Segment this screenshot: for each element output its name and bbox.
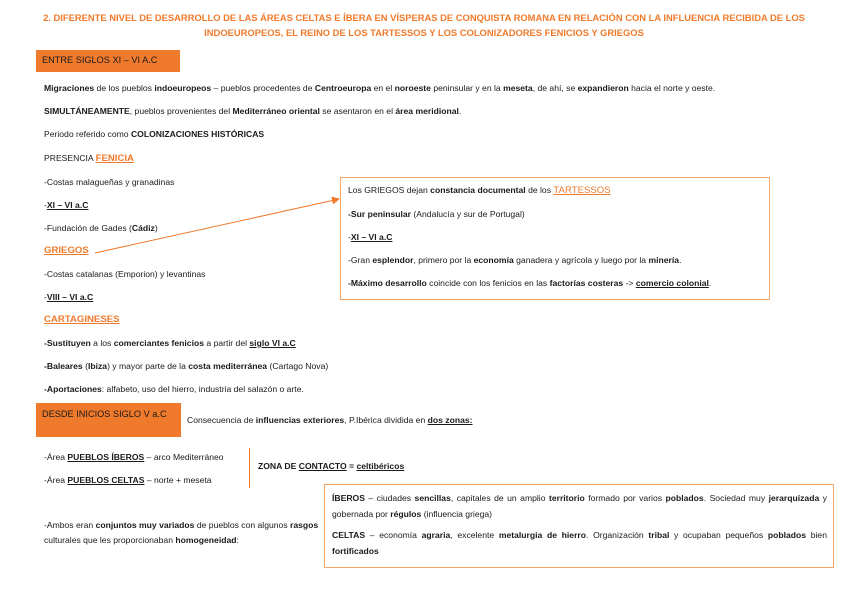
griegos-heading: GRIEGOS bbox=[44, 245, 89, 256]
simultaneamente-paragraph: SIMULTÁNEAMENTE, pueblos provenientes del Mediterráneo oriental se asentaron en el área meridional. bbox=[44, 106, 462, 116]
cartagineses-line-2: -Baleares (Ibiza) y mayor parte de la costa mediterránea (Cartago Nova) bbox=[44, 361, 329, 371]
section-heading-text: DESDE INICIOS SIGLO V a.C bbox=[42, 409, 167, 419]
tartessos-box bbox=[340, 177, 770, 300]
fenicia-siglo: -XI – VI a.C bbox=[44, 200, 89, 210]
section-heading-text: ENTRE SIGLOS XI – VI A.C bbox=[42, 55, 158, 66]
page-title: 2. DIFERENTE NIVEL DE DESARROLLO DE LAS ÁREAS CELTAS E ÍBERA EN VÍSPERAS DE CONQUISTA ROMANA EN RELACIÓN CON LA INFLUENCIA RECIBIDA DE LOS INDOEUROPEOS, EL REINO DE LOS TARTESSOS Y LOS COLONIZADORES FENICIOS Y GRIEGOS bbox=[43, 12, 805, 38]
ambos-paragraph: -Ambos eran conjuntos muy variados de pueblos con algunos rasgos culturales que les proporcionaban homogeneidad: bbox=[44, 520, 319, 545]
periodo-paragraph: Periodo referido como COLONIZACIONES HISTÓRICAS bbox=[44, 129, 265, 139]
celtas-description: CELTAS – economía agraria, excelente metalurgia de hierro. Organización tribal y ocupaban pequeños poblados bien fortificados bbox=[332, 530, 827, 556]
griegos-siglo: -VIII – VI a.C bbox=[44, 292, 94, 302]
fenicia-label: FENICIA bbox=[95, 153, 134, 164]
tartessos-label: TARTESSOS bbox=[553, 185, 611, 196]
zona-contacto: ZONA DE CONTACTO = celtibéricos bbox=[258, 461, 405, 471]
iberos-celtas-box bbox=[324, 484, 834, 568]
consecuencia-paragraph: Consecuencia de influencias exteriores, P.Ibérica dividida en dos zonas: bbox=[187, 415, 473, 425]
griegos-costas: -Costas catalanas (Emporion) y levantinas bbox=[44, 269, 206, 279]
tartessos-line-2: -Sur peninsular (Andalucía y sur de Portugal) bbox=[348, 209, 525, 219]
tartessos-line-1: Los GRIEGOS dejan constancia documental de los TARTESSOS bbox=[348, 185, 611, 196]
fenicia-costas: -Costas malagueñas y granadinas bbox=[44, 177, 175, 187]
tartessos-line-4: -Gran esplendor, primero por la economía ganadera y agrícola y luego por la minería. bbox=[348, 255, 682, 265]
migraciones-paragraph: Migraciones de los pueblos indoeuropeos – pueblos procedentes de Centroeuropa en el noroeste peninsular y en la meseta, de ahí, se expandieron hacia el norte y oeste. bbox=[44, 83, 716, 93]
section-heading-siglo-v bbox=[36, 403, 181, 437]
areas-bracket bbox=[246, 448, 250, 488]
cartagineses-heading: CARTAGINESES bbox=[44, 314, 120, 325]
area-celtas: -Área PUEBLOS CELTAS – norte + meseta bbox=[44, 475, 212, 485]
cartagineses-line-3: -Aportaciones: alfabeto, uso del hierro, industria del salazón o arte. bbox=[44, 384, 304, 394]
tartessos-line-3: -XI – VI a.C bbox=[348, 232, 393, 242]
iberos-description: ÍBEROS – ciudades sencillas, capitales de un amplio territorio formado por varios poblados. Sociedad muy jerarquizada y gobernada por régulos (influencia griega) bbox=[332, 493, 828, 519]
presencia-fenicia-heading: PRESENCIA FENICIA bbox=[44, 153, 134, 164]
cartagineses-line-1: -Sustituyen a los comerciantes fenicios a partir del siglo VI a.C bbox=[44, 338, 296, 348]
tartessos-line-5: -Máximo desarrollo coincide con los fenicios en las factorías costeras -> comercio colonial. bbox=[348, 278, 712, 288]
fenicia-gades: -Fundación de Gades (Cádiz) bbox=[44, 223, 158, 233]
area-iberos: -Área PUEBLOS ÍBEROS – arco Mediterráneo bbox=[44, 452, 224, 462]
